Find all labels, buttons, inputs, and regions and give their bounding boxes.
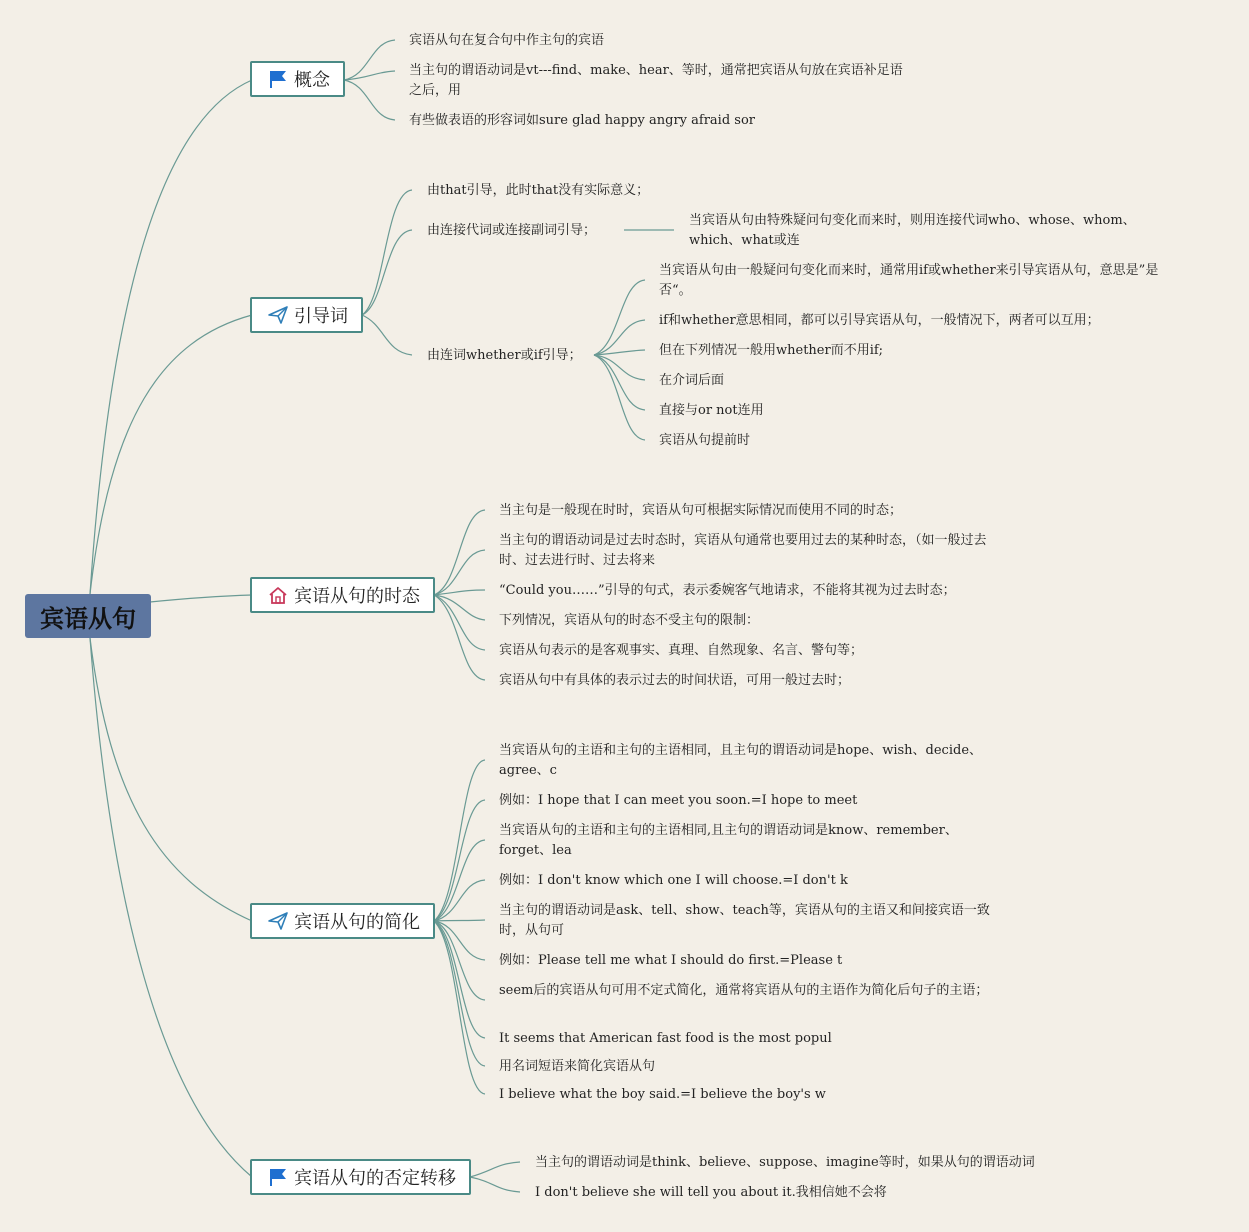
- home-icon: [268, 585, 288, 605]
- leaf-item: 有些做表语的形容词如sure glad happy angry afraid sor: [409, 113, 755, 128]
- leaf-item: if和whether意思相同，都可以引导宾语从句，一般情况下，两者可以互用；: [659, 313, 1100, 328]
- leaf-item: 由连接代词或连接副词引导；: [427, 223, 597, 238]
- branch-simplification[interactable]: [250, 903, 435, 939]
- leaf-item: 由that引导，此时that没有实际意义；: [427, 183, 650, 198]
- branch-tense[interactable]: [250, 577, 435, 613]
- leaf-item: seem后的宾语从句可用不定式简化，通常将宾语从句的主语作为简化后句子的主语；: [499, 983, 989, 998]
- branch-label: 引导词: [294, 306, 348, 327]
- leaf-item: 直接与or not连用: [659, 403, 764, 418]
- leaf-item: 当主句的谓语动词是ask、tell、show、teach等，宾语从句的主语又和间接宾语一致时，从句可: [499, 903, 990, 938]
- leaf-item: 当宾语从句由特殊疑问句变化而来时，则用连接代词who、whose、whom、which、what或连: [689, 213, 1136, 248]
- leaf-item: 用名词短语来简化宾语从句: [499, 1059, 656, 1074]
- branch-label: 概念: [294, 70, 330, 91]
- branch-negation-transfer[interactable]: [250, 1159, 471, 1195]
- leaf-item: 但在下列情况一般用whether而不用if;: [659, 343, 884, 358]
- leaf-item: 下列情况，宾语从句的时态不受主句的限制：: [499, 613, 760, 628]
- leaf-item: 当宾语从句的主语和主句的主语相同，且主句的谓语动词是hope、wish、decide、agree、c: [499, 743, 983, 778]
- flag-icon: [268, 1167, 288, 1187]
- leaf-item: 例如：I don't know which one I will choose.=I don't k: [499, 873, 848, 888]
- branch-label: 宾语从句的否定转移: [294, 1168, 456, 1189]
- leaf-item: 当主句的谓语动词是过去时态时，宾语从句通常也要用过去的某种时态，（如一般过去时、过去进行时、过去将来: [499, 533, 987, 568]
- leaf-item: It seems that American fast food is the most popul: [499, 1031, 832, 1046]
- leaf-item: 当主句的谓语动词是vt---find、make、hear、等时，通常把宾语从句放在宾语补足语之后，用: [409, 63, 903, 98]
- leaf-item: “Could you……”引导的句式，表示委婉客气地请求，不能将其视为过去时态；: [499, 583, 956, 598]
- leaf-item: 当宾语从句的主语和主句的主语相同,且主句的谓语动词是know、remember、forget、lea: [499, 823, 958, 858]
- leaf-item: 宾语从句中有具体的表示过去的时间状语，可用一般过去时；: [499, 673, 851, 688]
- leaf-item: 宾语从句在复合句中作主句的宾语: [409, 33, 605, 48]
- branch-label: 宾语从句的时态: [294, 586, 420, 607]
- leaf-item: 例如：Please tell me what I should do first.=Please t: [499, 953, 843, 968]
- paper-plane-icon: [268, 911, 288, 931]
- root-node[interactable]: 宾语从句: [25, 594, 151, 638]
- leaf-item: I don't believe she will tell you about it.我相信她不会将: [535, 1185, 887, 1200]
- leaf-item: 在介词后面: [659, 373, 725, 388]
- leaf-item: 当主句的谓语动词是think、believe、suppose、imagine等时，如果从句的谓语动词: [535, 1155, 1035, 1170]
- leaf-item: 当宾语从句由一般疑问句变化而来时，通常用if或whether来引导宾语从句，意思是”是否“。: [659, 263, 1159, 298]
- flag-icon: [268, 69, 288, 89]
- paper-plane-icon: [268, 305, 288, 325]
- leaf-item: 由连词whether或if引导；: [427, 348, 582, 363]
- branch-label: 宾语从句的简化: [294, 912, 420, 933]
- leaf-item: 例如：I hope that I can meet you soon.=I hope to meet: [499, 793, 858, 808]
- leaf-item: I believe what the boy said.=I believe the boy's w: [499, 1087, 826, 1102]
- branch-concept[interactable]: [250, 61, 345, 97]
- leaf-item: 当主句是一般现在时时，宾语从句可根据实际情况而使用不同的时态；: [499, 503, 903, 518]
- branch-introducers[interactable]: [250, 297, 363, 333]
- leaf-item: 宾语从句提前时: [659, 433, 751, 448]
- leaf-item: 宾语从句表示的是客观事实、真理、自然现象、名言、警句等；: [499, 643, 864, 658]
